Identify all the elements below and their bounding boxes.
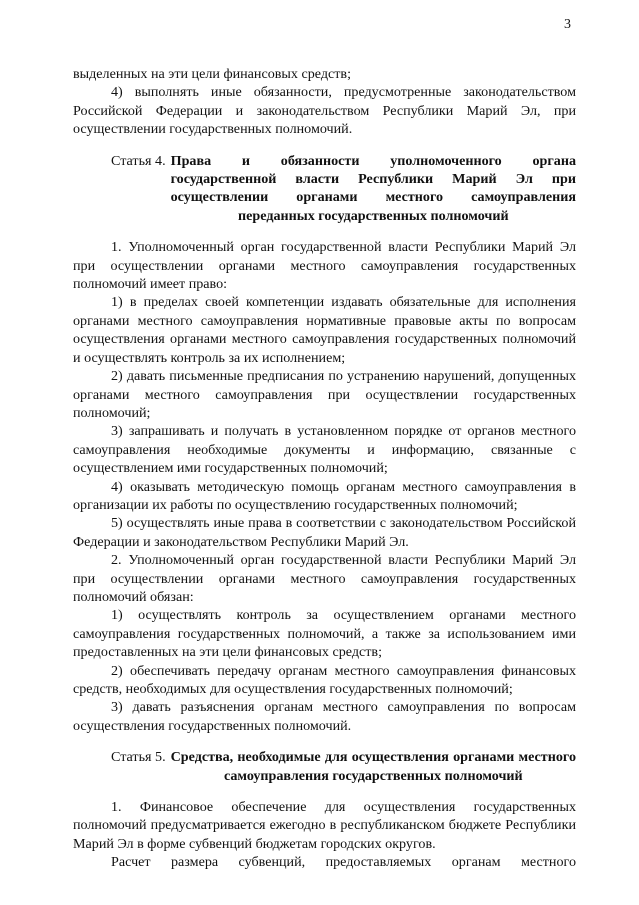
article-4-duty-3: 3) давать разъяснения органам местного самоуправления по вопросам осуществления государственных полномочий. — [73, 699, 576, 734]
document-body — [73, 65, 576, 872]
article-4-duty-2: 2) обеспечивать передачу органам местного самоуправления финансовых средств, необходимых для осуществления государственных полномочий; — [73, 662, 576, 697]
article-5-clause-1: 1. Финансовое обеспечение для осуществления государственных полномочий предусматривается ежегодно в республиканском бюджете Республики Марий Эл в форме субвенций бюджетам городских округов. — [73, 799, 576, 852]
article-5-label: Статья 5. — [111, 749, 166, 766]
page-number: 3 — [564, 17, 571, 32]
article-5-title: Средства, необходимые для осуществления органами местного самоуправления государственных полномочий — [170, 749, 576, 784]
article-4-clause-2: 2. Уполномоченный орган государственной власти Республики Марий Эл при осуществлении органами местного самоуправления государственных полномочий обязан: — [73, 552, 576, 605]
article-4-right-5: 5) осуществлять иные права в соответствии с законодательством Российской Федерации и законодательством Республики Марий Эл. — [73, 515, 576, 550]
article-4-duty-1: 1) осуществлять контроль за осуществлением органами местного самоуправления государственных полномочий, а также за использованием ими предоставленных на эти цели финансовых средств; — [73, 607, 576, 661]
article-5-heading — [73, 748, 576, 785]
article-4-right-2: 2) давать письменные предписания по устранению нарушений, допущенных органами местного самоуправления при осуществлении государственных полномочий; — [73, 368, 576, 421]
article-5-paragraph-2: Расчет размера субвенций, предоставляемых органам местного — [111, 854, 576, 871]
paragraph-continuation: выделенных на эти цели финансовых средств; — [73, 66, 351, 82]
article-4-title: Права и обязанности уполномоченного органа государственной власти Республики Марий Эл при осуществлении органами местного самоуправления переданных государственных полномочий — [170, 152, 576, 224]
article-4-label: Статья 4. — [111, 152, 166, 169]
article-4-heading — [73, 152, 576, 226]
article-4-right-3: 3) запрашивать и получать в установленном порядке от органов местного самоуправления необходимые документы и информацию, связанные с осуществлением ими государственных полномочий; — [73, 423, 576, 477]
article-4-right-4: 4) оказывать методическую помощь органам местного самоуправления в организации их работы по осуществлению государственных полномочий; — [73, 478, 576, 513]
article-4-right-1: 1) в пределах своей компетенции издавать обязательные для исполнения органами местного самоуправления нормативные правовые акты по вопросам осуществления органами местного самоуправления государственных полномочий и осуществлять контроль за их исполнением; — [73, 294, 576, 366]
article-4-clause-1: 1. Уполномоченный орган государственной власти Республики Марий Эл при осуществлении органами местного самоуправления государственных полномочий имеет право: — [73, 239, 576, 293]
paragraph-item-4: 4) выполнять иные обязанности, предусмотренные законодательством Российской Федерации и законодательством Республики Марий Эл, при осуществлении государственных полномочий. — [73, 84, 576, 138]
